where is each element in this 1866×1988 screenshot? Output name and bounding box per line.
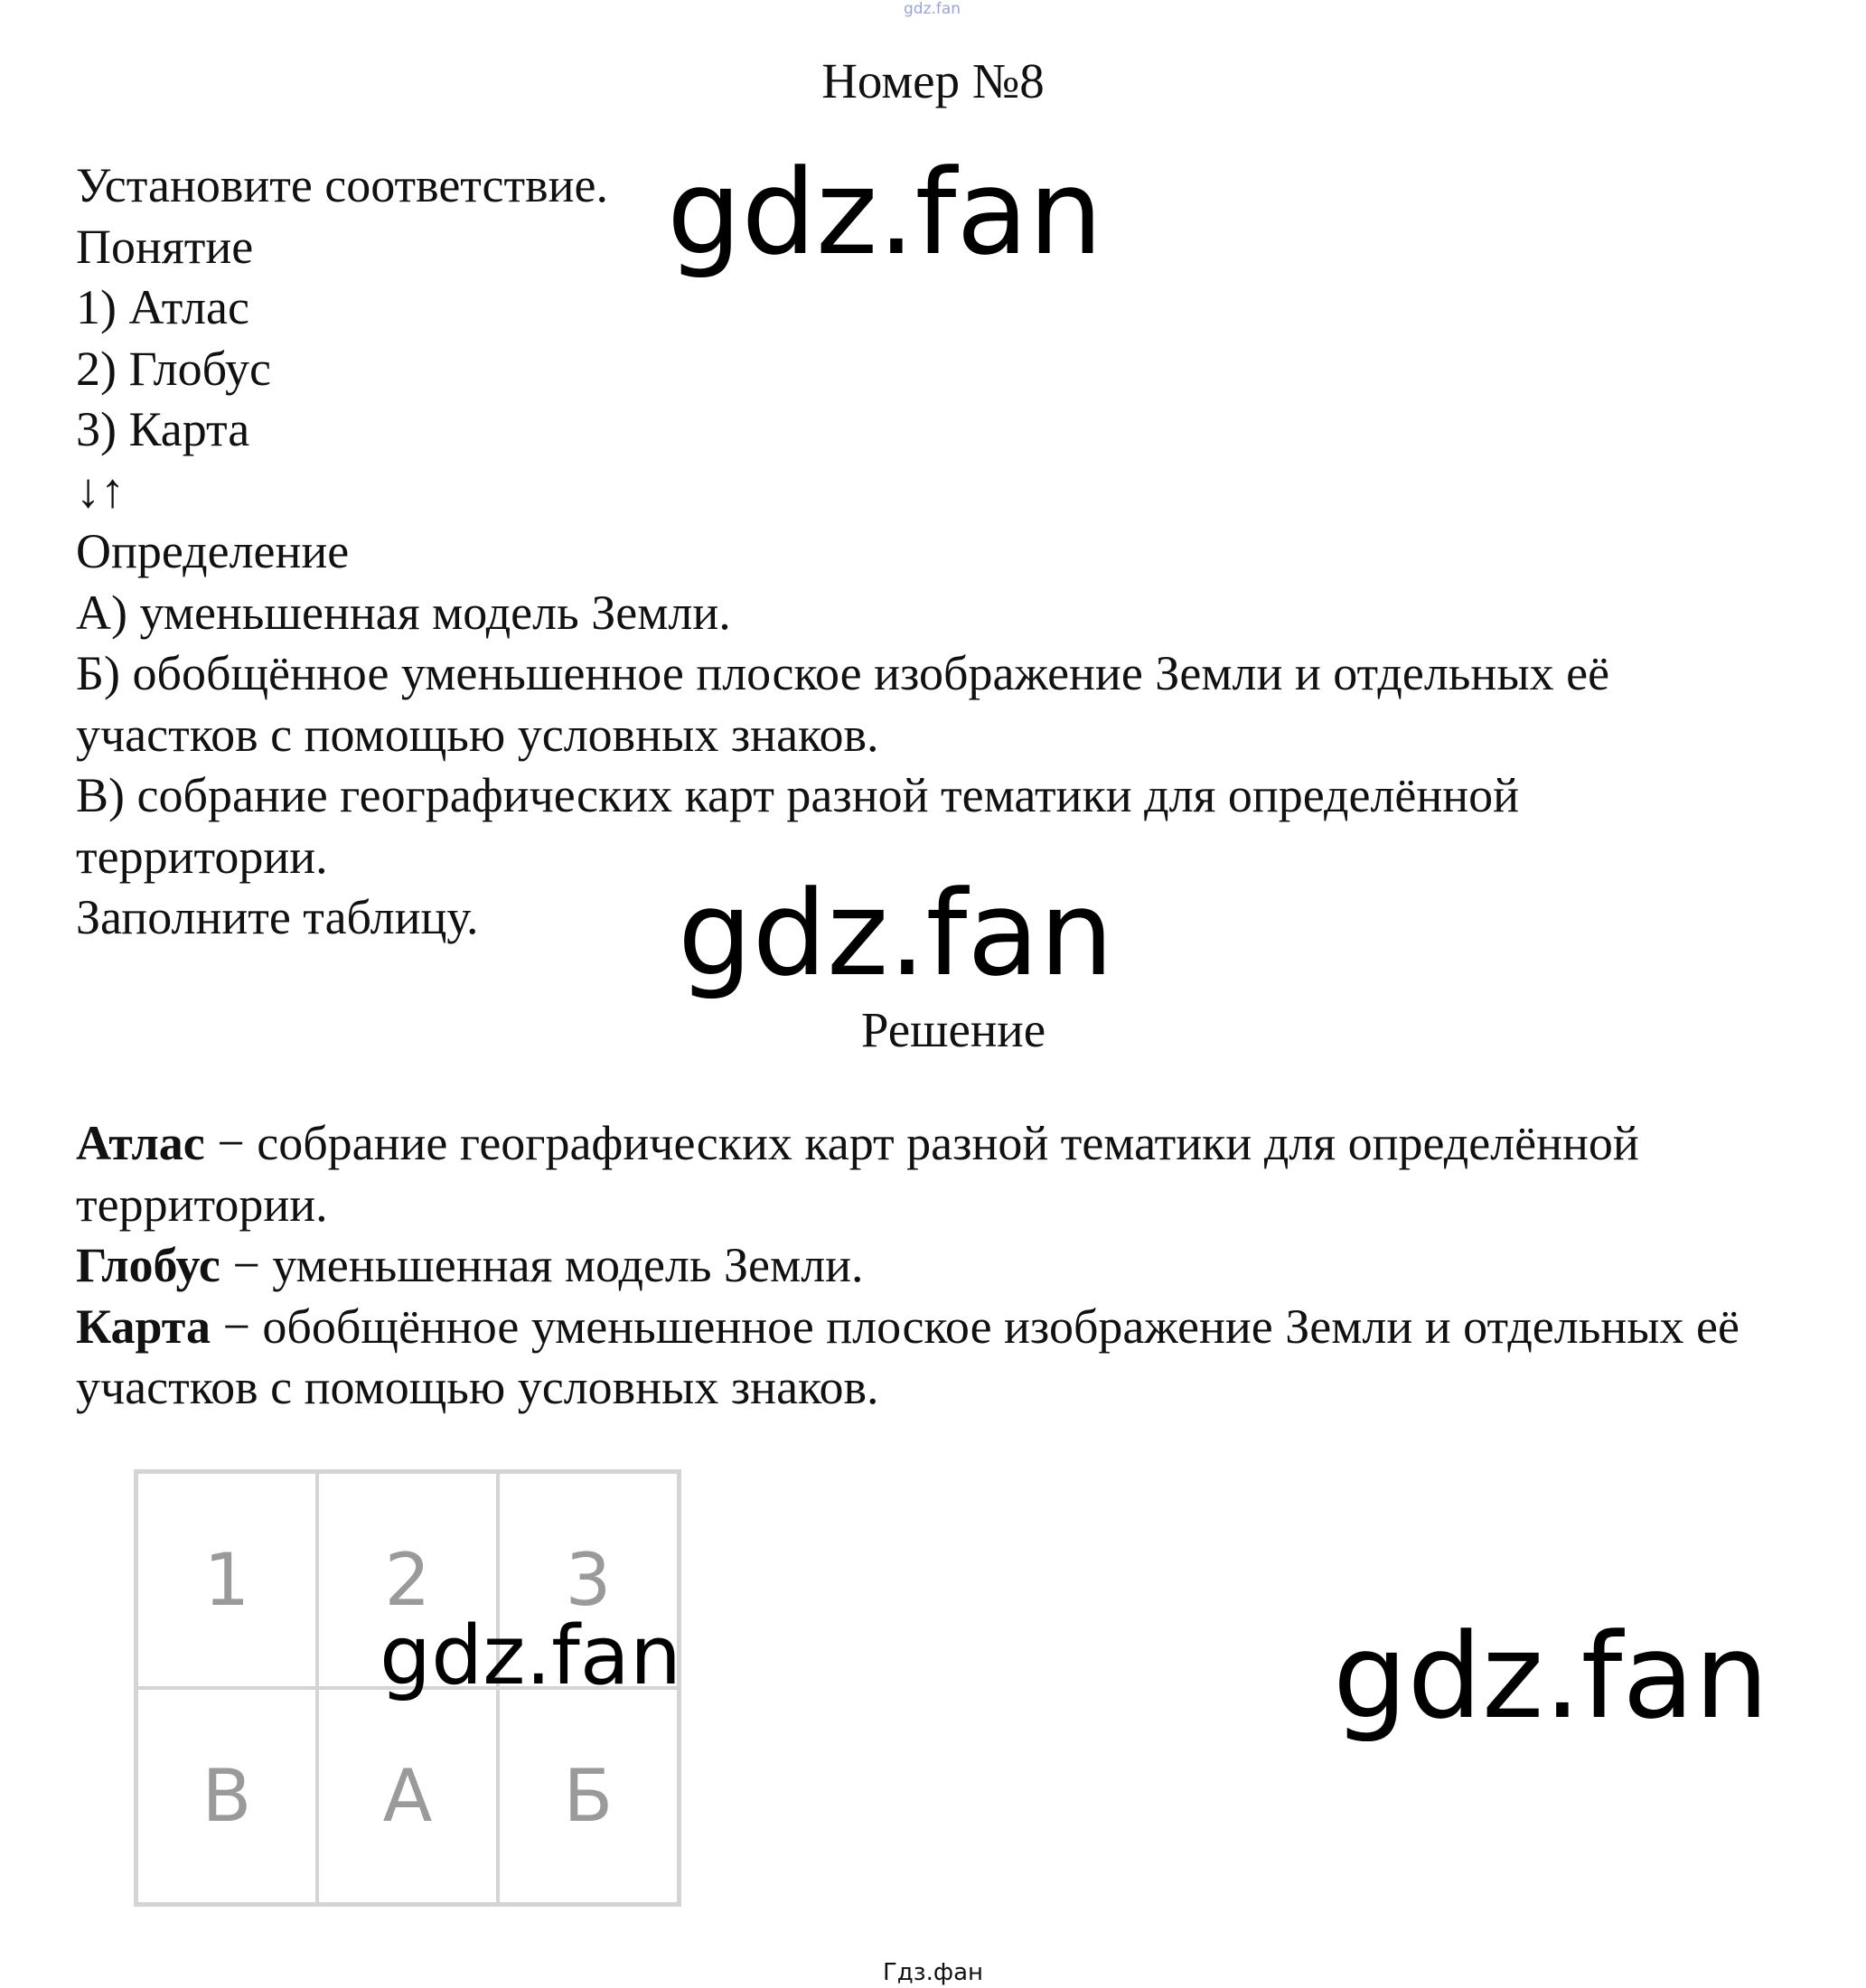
watermark: gdz.fan xyxy=(380,1608,681,1703)
task-line: территории. xyxy=(76,829,328,884)
solution-text xyxy=(76,1113,1847,1419)
solution-item xyxy=(76,1113,1847,1235)
task-line: участков с помощью условных знаков. xyxy=(76,707,879,762)
table-cell-number: 1 xyxy=(136,1472,318,1689)
solution-definition: − обобщённое уменьшенное плоское изображение Земли и отдельных её участков с помощью условных знаков. xyxy=(76,1299,1739,1414)
watermark: gdz.fan xyxy=(667,144,1103,281)
solution-term: Глобус xyxy=(76,1238,220,1292)
solution-item xyxy=(76,1235,1847,1297)
task-line: Заполните таблицу. xyxy=(76,890,479,944)
table-cell-letter: В xyxy=(136,1688,318,1905)
table-cell-number: 2 xyxy=(317,1472,498,1689)
site-mark: gdz.fan xyxy=(904,0,961,18)
watermark: gdz.fan xyxy=(1333,1608,1769,1745)
watermark: gdz.fan xyxy=(678,865,1114,1002)
solution-definition: − уменьшенная модель Земли. xyxy=(220,1238,864,1292)
page-title: Номер №8 xyxy=(821,53,1045,108)
task-line: Установите соответствие. xyxy=(76,158,608,212)
footer-text: Гдз.фан xyxy=(882,1959,984,1986)
solution-definition: − собрание географических карт разной тематики для определённой территории. xyxy=(76,1116,1639,1232)
task-line: 1) Атлас xyxy=(76,280,249,334)
task-line: Определение xyxy=(76,524,350,578)
task-line: Б) обобщённое уменьшенное плоское изображение Земли и отдельных её xyxy=(76,646,1610,700)
task-line: В) собрание географических карт разной тематики для определённой xyxy=(76,768,1520,822)
table-cell-number: 3 xyxy=(498,1472,680,1689)
task-line: Понятие xyxy=(76,219,254,274)
task-line: 2) Глобус xyxy=(76,341,271,396)
table-cell-letter: А xyxy=(317,1688,498,1905)
task-line: 3) Карта xyxy=(76,402,250,456)
task-line: А) уменьшенная модель Земли. xyxy=(76,585,731,640)
table-cell-letter: Б xyxy=(498,1688,680,1905)
table-row xyxy=(136,1688,680,1905)
arrows-line: ↓↑ xyxy=(76,463,125,518)
solution-item xyxy=(76,1297,1847,1419)
solution-heading: Решение xyxy=(860,1002,1046,1057)
solution-term: Атлас xyxy=(76,1116,205,1170)
solution-term: Карта xyxy=(76,1299,211,1354)
